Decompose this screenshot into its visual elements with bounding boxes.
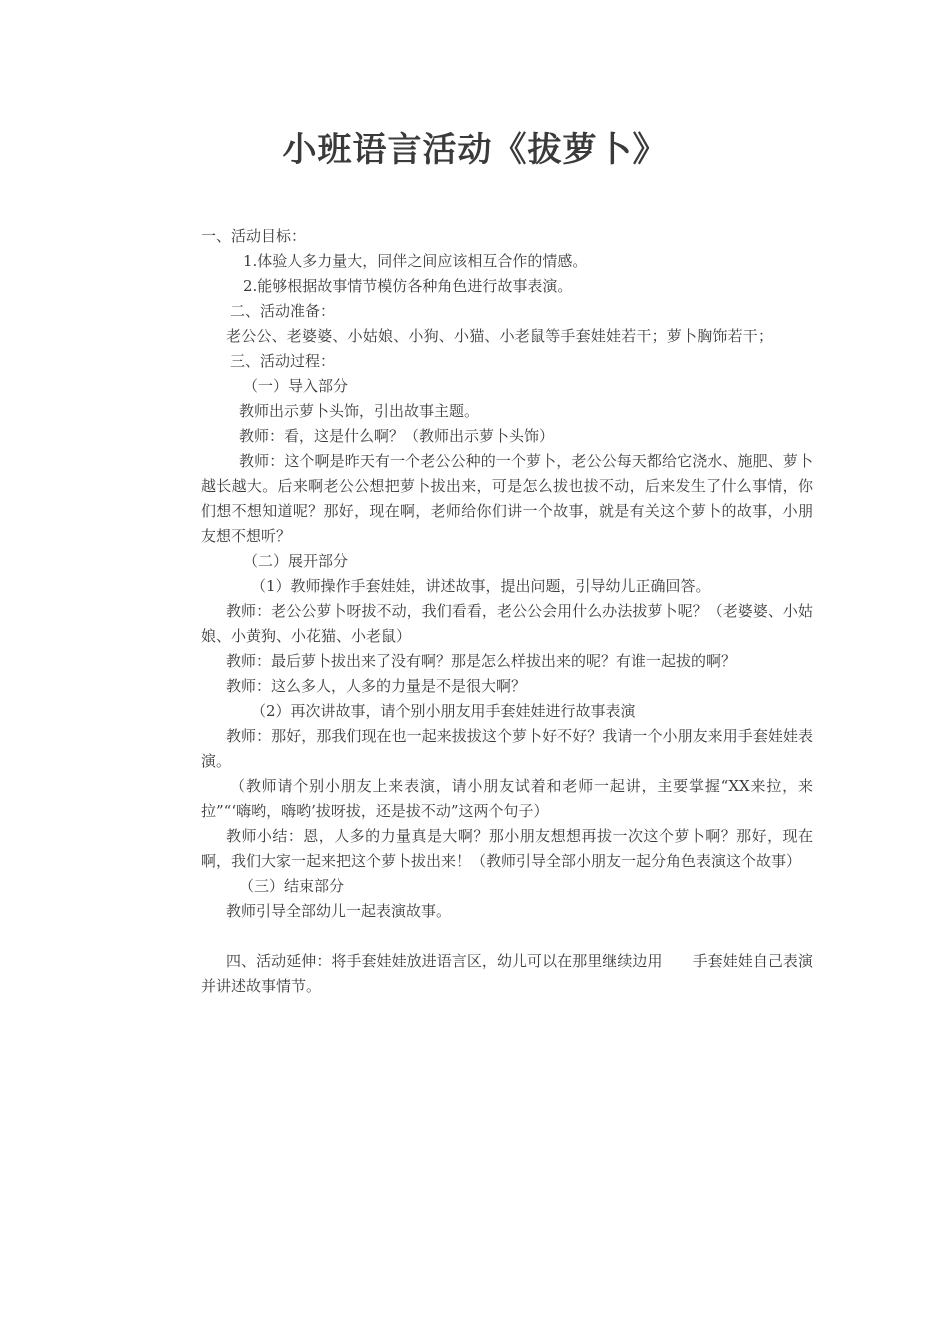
goal-heading: 一、活动目标： [201, 227, 307, 245]
goal-item-2: 2.能够根据故事情节模仿各种角色进行故事表演。 [243, 277, 573, 295]
process-heading: 三、活动过程： [230, 352, 336, 370]
part2-step-2: （2）再次讲故事，请个别小朋友用手套娃娃进行故事表演 [251, 702, 636, 720]
part2-summary: 教师小结：恩，人多的力量真是大啊？那小朋友想想再拔一次这个萝卜啊？那好，现在啊，我们大家一起来把这个萝卜拔出来！（教师引导全部小朋友一起分角色表演这个故事） [201, 827, 813, 870]
part2-note: （教师请个别小朋友上来表演，请小朋友试着和老师一起讲，主要掌握“XX来拉，来拉”“‘嗨哟，嗨哟’拔呀拔，还是拔不动”这两个句子） [201, 777, 813, 820]
part2-question-2: 教师：最后萝卜拔出来了没有啊？那是怎么样拔出来的呢？有谁一起拔的啊？ [226, 652, 737, 670]
part2-step-1: （1）教师操作手套娃娃，讲述故事，提出问题，引导幼儿正确回答。 [251, 577, 711, 595]
part3-heading: （三）结束部分 [239, 877, 345, 895]
part2-heading: （二）展开部分 [243, 552, 349, 570]
part1-paragraph-1: 教师出示萝卜头饰，引出故事主题。 [239, 402, 480, 420]
part2-question-3: 教师：这么多人，人多的力量是不是很大啊？ [226, 677, 527, 695]
part1-paragraph-3: 教师：这个啊是昨天有一个老公公种的一个萝卜，老公公每天都给它浇水、施肥、萝卜越长越大。后来啊老公公想把萝卜拔出来，可是怎么拔也拔不动，后来发生了什么事情，你们想不想知道呢？那好，现在啊，老师给你们讲一个故事，就是有关这个萝卜的故事，小朋友想不想听？ [201, 452, 813, 545]
goal-item-1: 1.体验人多力量大，同伴之间应该相互合作的情感。 [243, 252, 588, 270]
prep-text: 老公公、老婆婆、小姑娘、小狗、小猫、小老鼠等手套娃娃若干；萝卜胸饰若干； [226, 327, 774, 345]
part2-question-4: 教师：那好，那我们现在也一起来拔拔这个萝卜好不好？我请一个小朋友来用手套娃娃表演。 [201, 727, 813, 770]
part1-paragraph-2: 教师：看，这是什么啊？（教师出示萝卜头饰） [239, 427, 555, 445]
document-title: 小班语言活动《拔萝卜》 [282, 130, 668, 170]
document-body [201, 224, 813, 999]
extension-paragraph: 四、活动延伸：将手套娃娃放进语言区，幼儿可以在那里继续边用 手套娃娃自己表演并讲述故事情节。 [201, 952, 813, 995]
part2-question-1: 教师：老公公萝卜呀拔不动，我们看看，老公公会用什么办法拔萝卜呢？（老婆婆、小姑娘、小黄狗、小花猫、小老鼠） [201, 602, 813, 645]
part3-paragraph-1: 教师引导全部幼儿一起表演故事。 [226, 902, 452, 920]
paragraph-gap [201, 924, 813, 949]
prep-heading: 二、活动准备： [230, 302, 336, 320]
part1-heading: （一）导入部分 [243, 377, 349, 395]
